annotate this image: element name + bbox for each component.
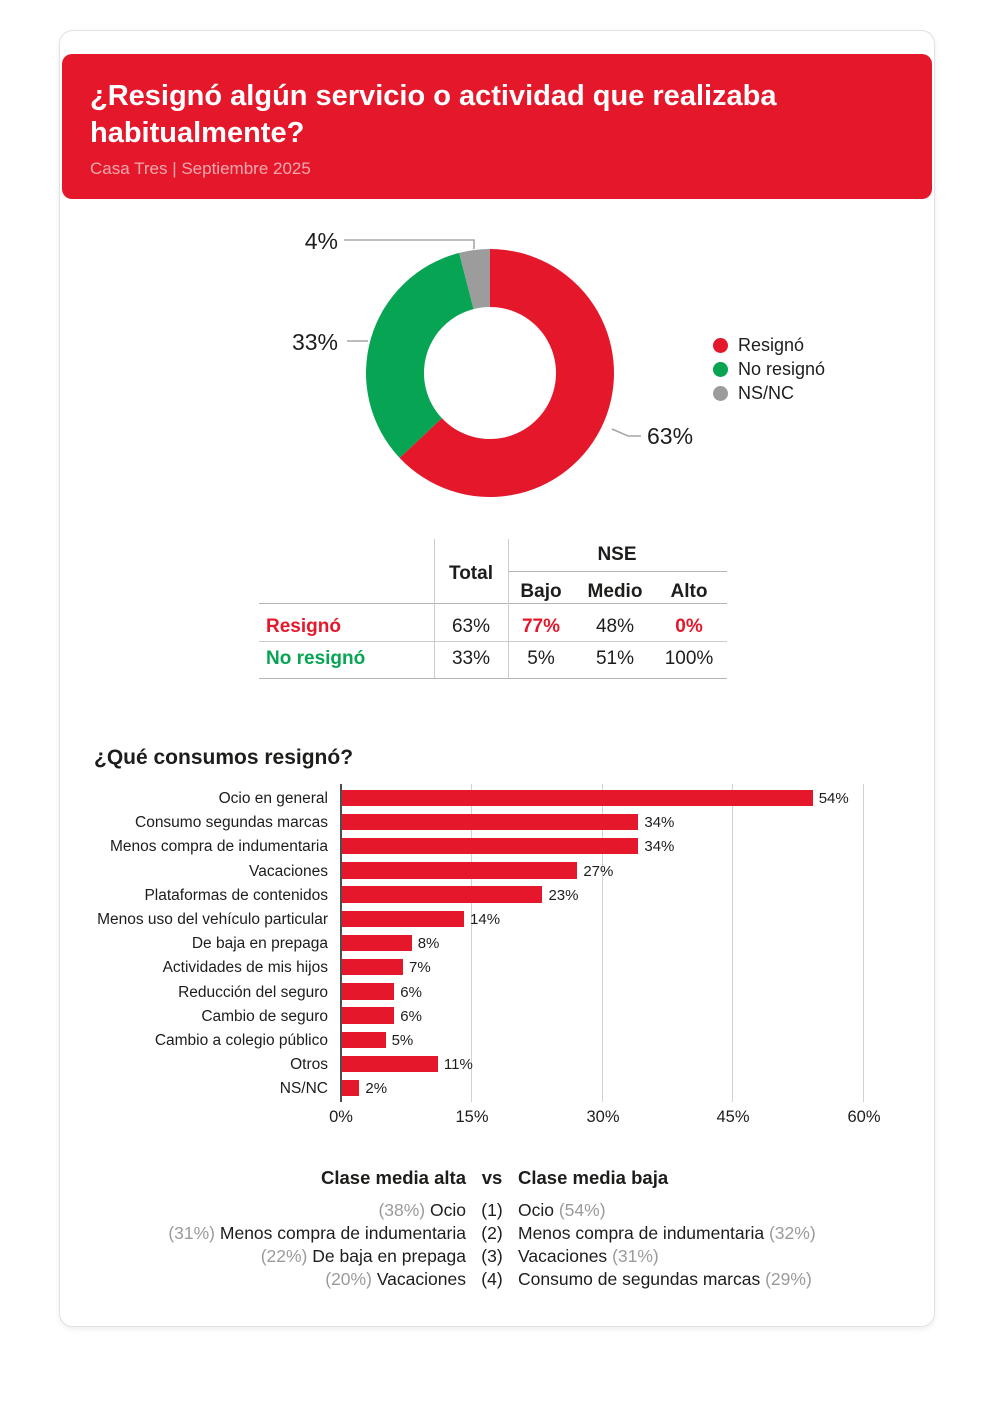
table-cell: 77% [521,616,561,637]
bar-category-label: Consumo segundas marcas [135,814,328,832]
donut-chart [261,211,701,511]
comparison-vs-label: vs [481,1167,503,1188]
comparison-left-percent: (38%) [378,1200,426,1220]
donut-slice-no-resign- [366,253,474,458]
bar-value-label: 6% [400,983,422,1001]
header-subtitle: Casa Tres | Septiembre 2025 [90,159,311,178]
table-col-header: Total [449,563,493,584]
comparison-left-item [101,1200,466,1220]
bar [342,935,412,952]
comparison-left-label: Ocio [430,1200,466,1220]
bar-category-label: Cambio a colegio público [154,1032,328,1049]
donut-value-label: 63% [647,423,694,449]
comparison-right-label: Menos compra de indumentaria [518,1223,765,1243]
legend-item [713,359,825,379]
table-cell: 5% [527,648,555,669]
comparison-right-header: Clase media baja [518,1167,669,1188]
table-col-header: Alto [670,581,708,602]
comparison-left-item [101,1223,466,1243]
bar-category-label: Ocio en general [218,790,328,807]
bar-category-label: Menos compra de indumentaria [110,838,328,856]
bar-category-label: De baja en prepaga [191,935,328,953]
comparison-left-label: Vacaciones [376,1269,466,1289]
nse-table [259,539,727,681]
bar-value-label: 2% [365,1080,388,1098]
bar-grid-line [602,784,603,1102]
table-divider [508,571,727,572]
bar-grid-line [732,784,733,1102]
comparison-right-label: Consumo de segundas marcas [518,1269,761,1289]
comparison-left-item [101,1246,466,1266]
comparison-rank-label: (2) [481,1223,503,1243]
bar-value-label: 54% [818,790,849,807]
bar [342,1032,386,1049]
bar-value-label: 23% [548,886,579,904]
table-cell: 100% [664,648,714,669]
bar [342,814,638,831]
comparison-left-percent: (31%) [168,1223,216,1243]
comparison-rank-label: (4) [481,1269,503,1289]
legend-label: NS/NC [738,382,795,403]
comparison-right-percent: (32%) [768,1223,816,1243]
bar-category-label: Cambio de seguro [201,1007,328,1025]
bar-category-label: Plataformas de contenidos [144,886,328,904]
comparison-left-item [101,1269,466,1289]
donut-value-label: 33% [291,329,338,355]
bar-value-label: 6% [400,1007,422,1025]
legend-dot-icon [713,386,728,401]
bar-grid-line [471,784,472,1102]
table-divider [434,539,435,678]
comparison-right-percent: (29%) [765,1269,812,1289]
table-cell: 33% [451,648,491,669]
legend-item [713,335,825,355]
table-cell: 48% [595,616,635,637]
report-card [59,30,935,1327]
comparison-rank-label: (1) [481,1200,503,1220]
bar-chart-title: ¿Qué consumos resignó? [94,746,354,769]
bar-category-label: Reducción del seguro [178,983,328,1001]
comparison-left-label: Menos compra de indumentaria [219,1223,466,1243]
donut-value-label: 4% [304,228,338,254]
bar-chart [94,780,900,1135]
bar [342,959,403,976]
bar-value-label: 5% [391,1032,414,1049]
bar-value-label: 34% [644,814,675,832]
table-group-header: NSE [597,544,637,565]
legend-item [713,383,825,403]
bar [342,790,813,807]
legend-label: No resignó [738,358,826,379]
bar [342,911,464,928]
table-divider [508,539,509,678]
legend-dot-icon [713,362,728,377]
bar [342,838,638,855]
comparison-rank-label: (3) [481,1246,503,1266]
comparison-right-percent: (31%) [612,1246,659,1266]
bar-category-label: Menos uso del vehículo particular [97,911,328,928]
table-cell: 51% [595,648,635,669]
table-row-label: No resignó [266,648,366,669]
comparison-left-percent: (22%) [260,1246,308,1266]
table-col-header: Bajo [520,581,562,602]
comparison-left-header: Clase media alta [321,1167,466,1188]
comparison-right-item [518,1200,901,1220]
bar [342,862,577,879]
comparison-right-percent: (54%) [558,1200,606,1220]
bar-value-label: 14% [470,911,501,928]
comparison-left-percent: (20%) [325,1269,372,1289]
bar-category-label: Otros [290,1056,328,1074]
class-comparison [101,1167,901,1289]
bar-value-label: 11% [443,1056,473,1074]
x-axis-tick-label: 30% [586,1108,620,1126]
x-axis-tick-label: 15% [455,1108,489,1126]
table-cell: 0% [675,616,703,637]
header-banner [62,54,932,199]
bar-category-label: Actividades de mis hijos [162,959,328,977]
donut-leader-line [344,240,474,249]
x-axis-tick-label: 45% [716,1108,750,1126]
bar-value-label: 7% [409,959,431,977]
bar [342,983,394,1000]
table-row-label: Resignó [266,616,341,637]
comparison-right-item [518,1246,901,1266]
donut-legend [713,335,825,403]
table-col-header: Medio [587,581,643,602]
comparison-right-item [518,1269,901,1289]
bar-grid-line [863,784,864,1102]
bar [342,1080,359,1097]
bar [342,1056,438,1073]
bar [342,1007,394,1024]
table-divider [259,641,727,642]
table-divider [259,678,727,679]
legend-label: Resignó [738,334,805,355]
comparison-left-label: De baja en prepaga [312,1246,466,1266]
bar-value-label: 27% [583,862,614,880]
comparison-right-label: Ocio [518,1200,554,1220]
x-axis-tick-label: 60% [847,1108,881,1126]
comparison-right-label: Vacaciones [518,1246,608,1266]
comparison-right-item [518,1223,901,1243]
donut-leader-line [612,429,641,436]
bar-category-label: NS/NC [279,1080,328,1098]
table-divider [259,603,727,604]
legend-dot-icon [713,338,728,353]
bar-value-label: 8% [417,935,440,953]
bar-category-label: Vacaciones [249,862,328,880]
bar [342,886,542,903]
x-axis-tick-label: 0% [329,1108,353,1126]
bar-value-label: 34% [644,838,675,856]
page-title: ¿Resignó algún servicio o actividad que realizaba habitualmente? [90,80,777,149]
table-cell: 63% [451,616,491,637]
comparison-grid [101,1167,901,1289]
